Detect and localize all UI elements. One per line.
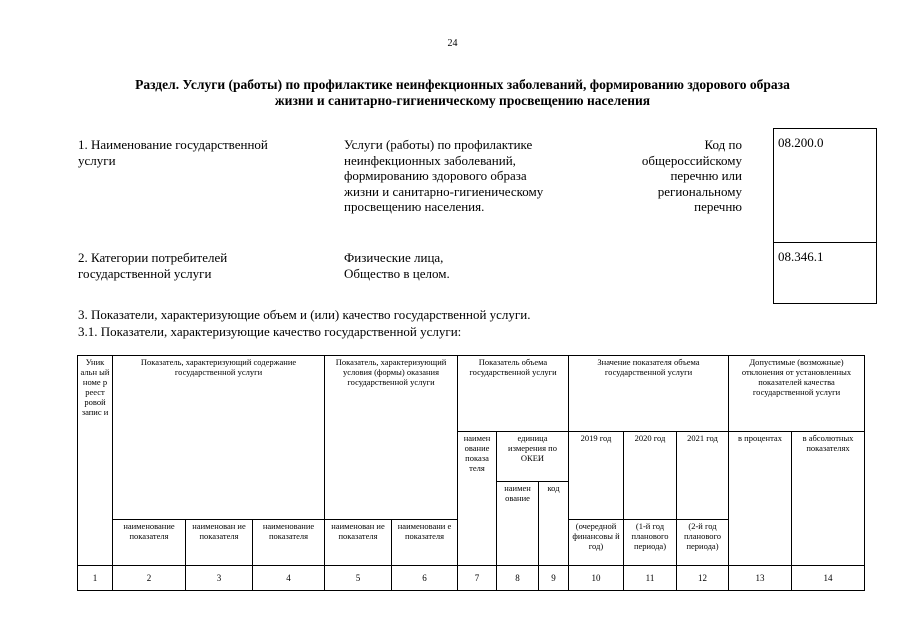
header-unit-code: код	[539, 482, 569, 566]
column-number: 12	[677, 566, 729, 591]
consumers-label-line: государственной услуги	[78, 265, 212, 281]
header-year-2021: 2021 год	[677, 432, 729, 520]
page-number: 24	[447, 38, 458, 49]
header-year-2019-note: (очередной финансовы й год)	[569, 520, 624, 566]
section-title-line-2: жизни и санитарно-гигиеническому просвещению населения	[274, 93, 651, 108]
indicators-heading: 3. Показатели, характеризующие объем и (или) качество государственной услуги.	[78, 307, 531, 322]
column-number: 7	[458, 566, 497, 591]
code-label-line: Код по	[704, 137, 742, 152]
header-year-2021-note: (2-й год планового периода)	[677, 520, 729, 566]
column-number: 8	[497, 566, 539, 591]
quality-table	[77, 355, 865, 591]
header-unit-okei: единица измерения по ОКЕИ	[497, 432, 569, 482]
consumers-value-line: Физические лица,	[344, 250, 444, 265]
service-name-value	[344, 137, 594, 215]
header-name-indicator: наименован ие показателя	[186, 520, 253, 566]
header-name-indicator: наименовани е показателя	[392, 520, 458, 566]
consumers-value-line: Общество в целом.	[344, 265, 450, 281]
section-title	[80, 77, 845, 109]
service-name-value-line: формированию здорового образа	[344, 168, 527, 183]
code-label-line: перечню	[694, 199, 742, 214]
consumers-label	[78, 250, 333, 281]
header-name-indicator: наименование показателя	[253, 520, 325, 566]
code-label-line: региональному	[657, 183, 742, 199]
header-allowed-deviation: Допустимые (возможные) отклонения от установленных показателей качества государственной услуги	[729, 356, 865, 432]
column-number: 5	[325, 566, 392, 591]
header-in-absolute: в абсолютных показателях	[792, 432, 865, 566]
code-box	[773, 128, 877, 304]
consumers-label-line: 2. Категории потребителей	[78, 250, 228, 265]
code-1: 08.200.0	[778, 135, 824, 150]
column-number: 2	[113, 566, 186, 591]
header-indicator-name: наимен ование показа теля	[458, 432, 497, 566]
column-number: 13	[729, 566, 792, 591]
column-number: 9	[539, 566, 569, 591]
quality-heading: 3.1. Показатели, характеризующие качество государственной услуги:	[78, 324, 462, 339]
section-title-line-1: Раздел. Услуги (работы) по профилактике неинфекционных заболеваний, формированию здорового образа	[135, 77, 790, 92]
code-box-divider	[774, 242, 876, 243]
header-year-2020: 2020 год	[624, 432, 677, 520]
service-name-value-line: Услуги (работы) по профилактике	[344, 137, 533, 152]
header-content-indicator: Показатель, характеризующий содержание государственной услуги	[113, 356, 325, 520]
consumers-value	[344, 250, 594, 281]
service-name-value-line: просвещению населения.	[344, 199, 485, 214]
column-number: 4	[253, 566, 325, 591]
service-name-label-line: 1. Наименование государственной	[78, 137, 268, 152]
header-name-indicator: наименован ие показателя	[325, 520, 392, 566]
header-year-2019: 2019 год	[569, 432, 624, 520]
column-number: 3	[186, 566, 253, 591]
code-label	[605, 137, 742, 215]
code-2: 08.346.1	[778, 249, 824, 264]
header-volume-value: Значение показателя объема государственной услуги	[569, 356, 729, 432]
column-number: 14	[792, 566, 865, 591]
column-number: 1	[78, 566, 113, 591]
header-year-2020-note: (1-й год планового периода)	[624, 520, 677, 566]
header-conditions-indicator: Показатель, характеризующий условия (формы) оказания государственной услуги	[325, 356, 458, 520]
service-name-label	[78, 137, 333, 168]
header-unit-name: наимен ование	[497, 482, 539, 566]
header-name-indicator: наименование показателя	[113, 520, 186, 566]
service-name-value-line: жизни и санитарно-гигиеническому	[344, 183, 544, 199]
service-name-value-line: неинфекционных заболеваний,	[344, 152, 516, 168]
code-label-line: перечню или	[670, 168, 742, 183]
service-name-label-line: услуги	[78, 152, 116, 168]
code-label-line: общероссийскому	[641, 152, 742, 168]
header-in-percent: в процентах	[729, 432, 792, 566]
column-number: 10	[569, 566, 624, 591]
header-volume-indicator: Показатель объема государственной услуги	[458, 356, 569, 432]
column-number: 11	[624, 566, 677, 591]
header-unique-number: Уник альн ый номе р реест ровой запис и	[78, 356, 113, 566]
column-number: 6	[392, 566, 458, 591]
